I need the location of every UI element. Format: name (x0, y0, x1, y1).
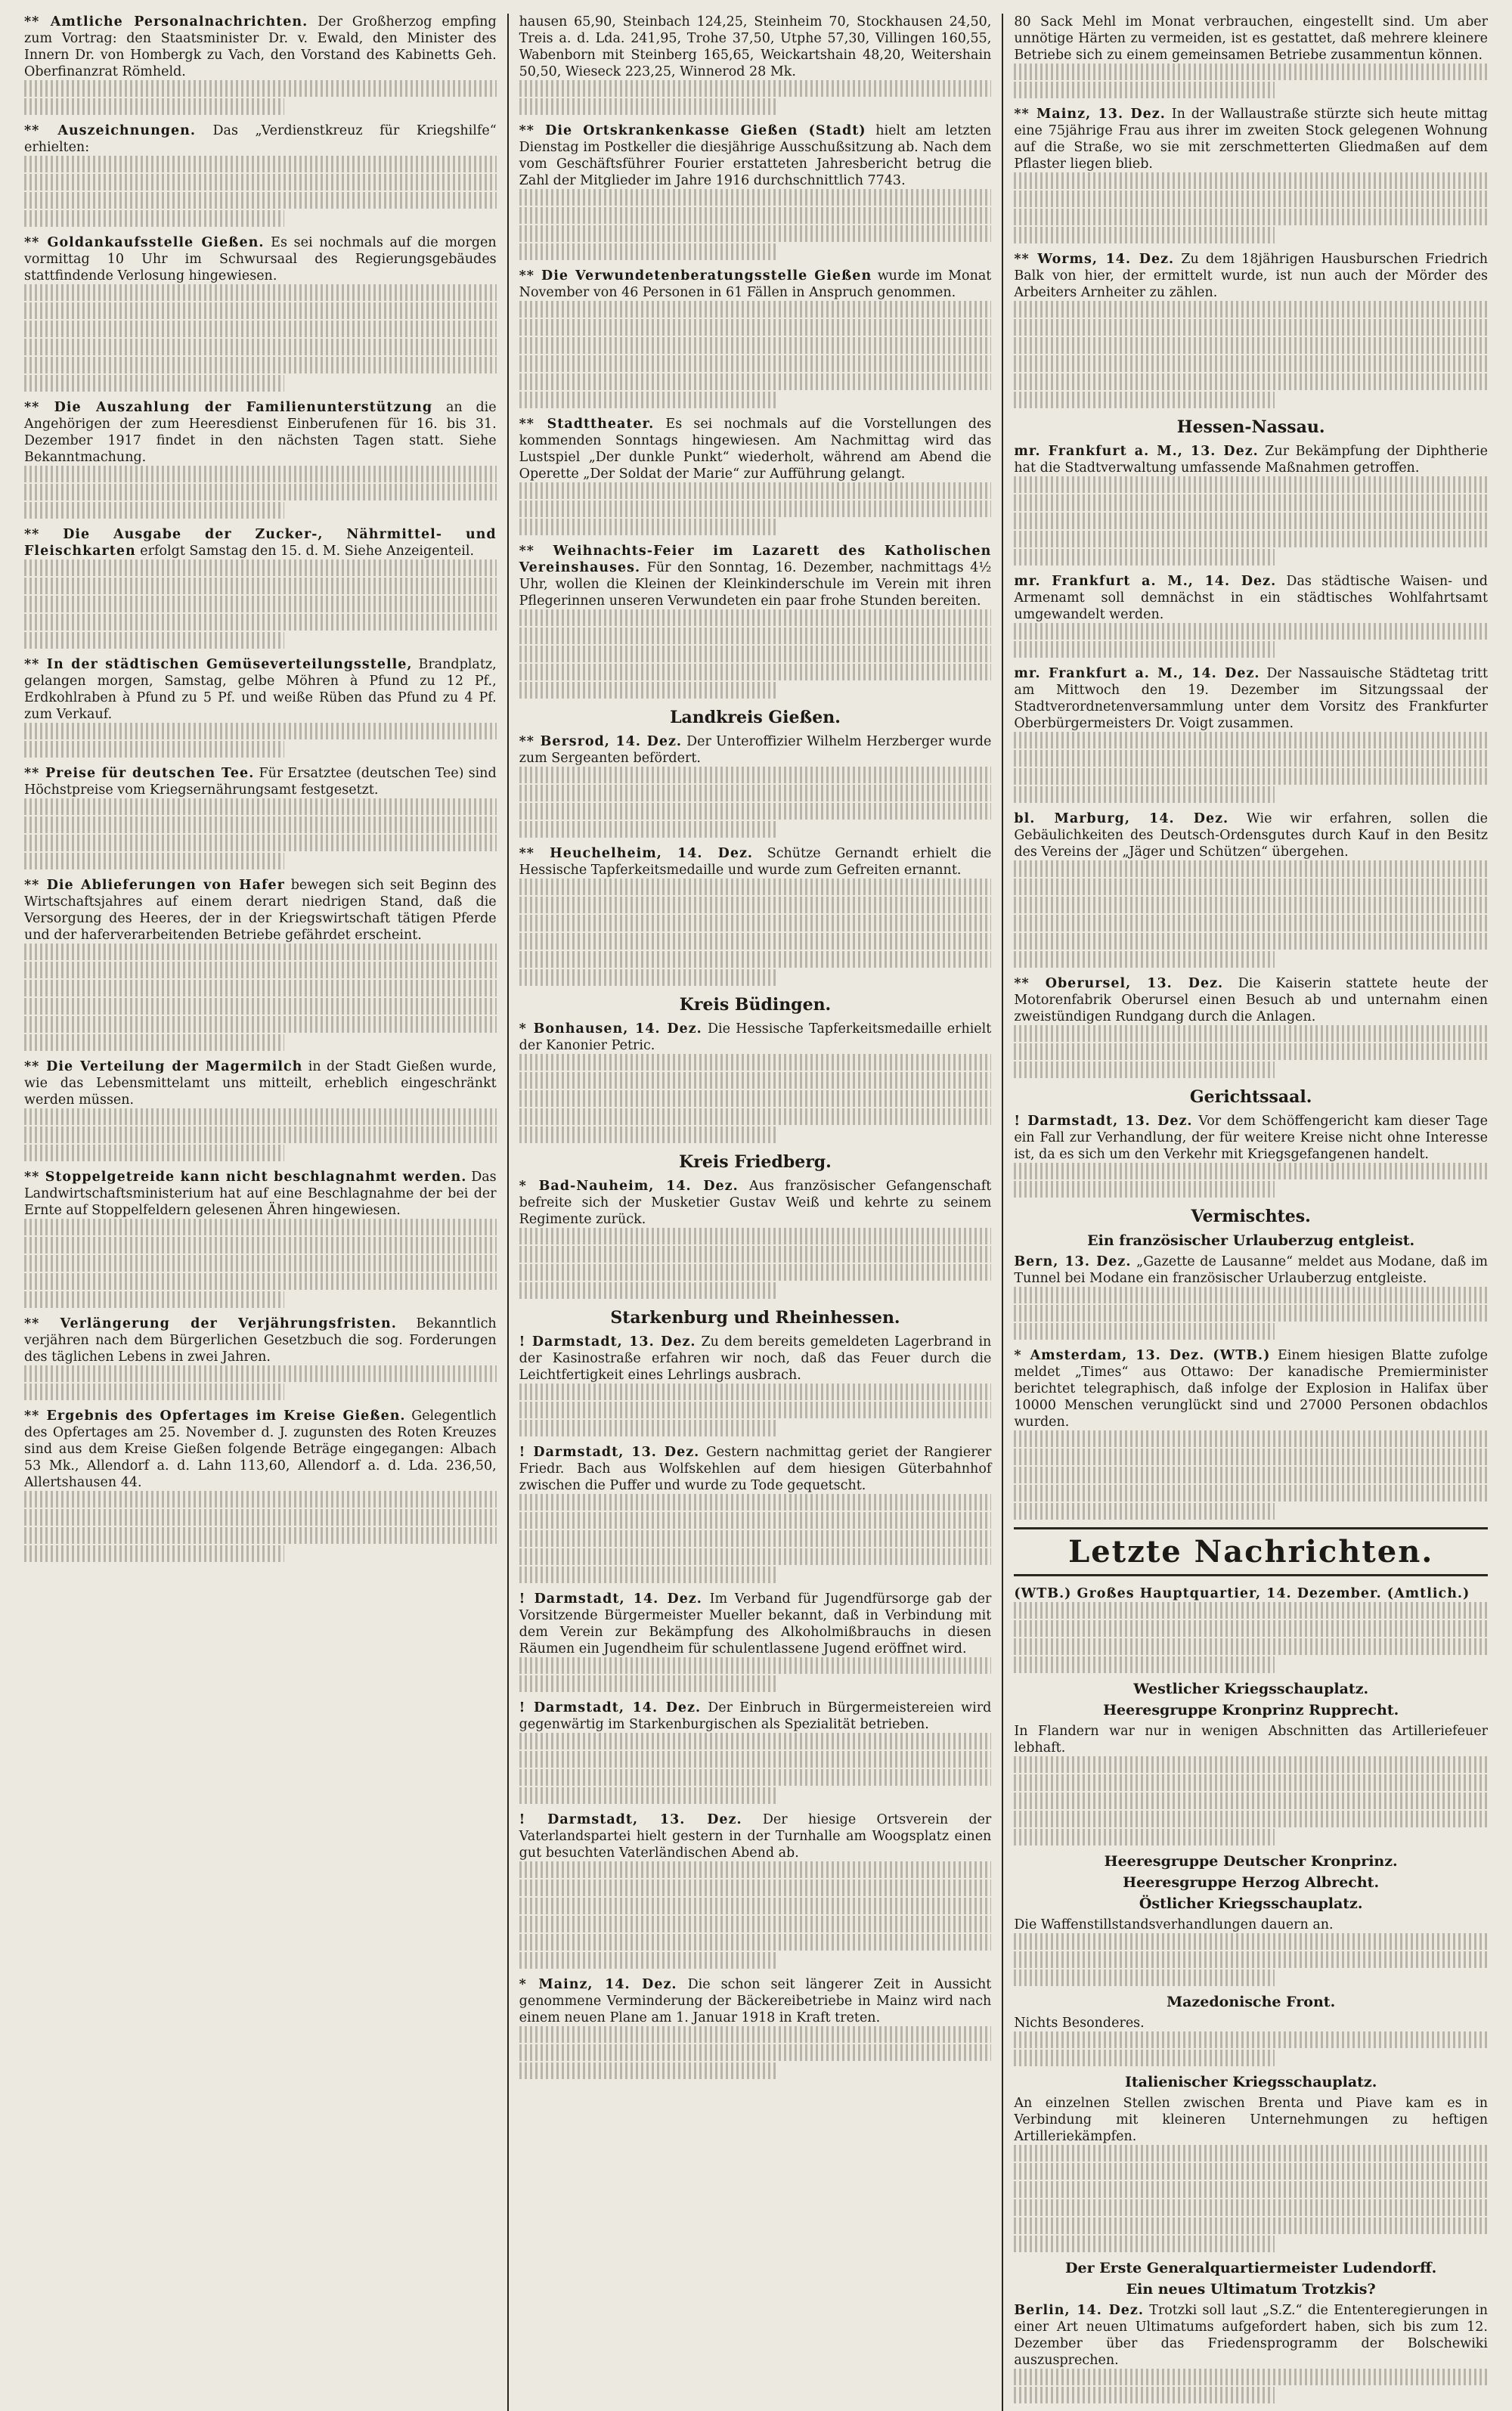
illegible-text-run (1014, 2031, 1488, 2066)
item-body: In der Wallaustraße stürzte sich heute mittag eine 75jährige Frau aus ihrer im zweiten Stock gelegenen Wohnung auf die Straße, wo sie mit zerschmetterten Gliedmaßen auf dem Pflaster liegen blieb. (1014, 107, 1488, 172)
news-item (1014, 975, 1488, 1078)
item-body: Der Großherzog empfing zum Vortrag: den Staatsminister Dr. v. Ewald, den Minister des Innern Dr. von Hombergk zu Vach, den Vorstand des Kabinetts Geh. Oberfinanzrat Römheld. (24, 14, 497, 79)
illegible-text-run (24, 156, 497, 227)
section-heading: Kreis Büdingen. (679, 995, 832, 1015)
item-body: Das „Verdienstkreuz für Kriegshilfe“ erhielten: (24, 123, 497, 155)
item-body: an die Angehörigen der zum Heeresdienst Einberufenen für 16. bis 31. Dezember 1917 findet in den nächsten Tagen statt. Siehe Bekanntmachung. (24, 400, 497, 465)
illegible-text-run (519, 80, 992, 115)
news-item (24, 1058, 497, 1161)
headline: Letzte Nachrichten. (1014, 1527, 1488, 1576)
item-body: Einem hiesigen Blatte zufolge meldet „Times“ aus Ottawo: Der kanadische Premierminister berichtet telegraphisch, daß infolge der Explosion in Halifax über 10000 Menschen verunglückt sind und 27000 Personen obdachlos wurden. (1014, 1348, 1488, 1430)
section-heading: Vermischtes. (1191, 1207, 1311, 1226)
item-lead: ** Die Ortskrankenkasse Gießen (Stadt) (519, 123, 866, 138)
illegible-text-run (24, 798, 497, 869)
illegible-text-run (24, 723, 497, 758)
news-item (24, 399, 497, 519)
subheading: Heeresgruppe Herzog Albrecht. (1123, 1874, 1380, 1891)
item-lead: ! Darmstadt, 13. Dez. (1014, 1114, 1193, 1129)
news-item (24, 1169, 497, 1308)
news-item (1014, 2302, 1488, 2403)
item-lead: Bern, 13. Dez. (1014, 1254, 1132, 1269)
item-body: Brandplatz, gelangen morgen, Samstag, gelbe Möhren à Pfund zu 12 Pf., Erdkohlraben à Pfund zu 5 Pf. und weiße Rüben das Pfund zu 4 Pf. zum Verkauf. (24, 657, 497, 722)
item-body: Zu dem bereits gemeldeten Lagerbrand in der Kasinostraße erfahren wir noch, daß das Feuer durch die Leichtfertigkeit eines Lehrlings ausbrach. (519, 1334, 992, 1383)
item-body: Der Unteroffizier Wilhelm Herzberger wurde zum Sergeanten befördert. (519, 734, 992, 766)
illegible-text-run (1014, 172, 1488, 243)
item-body: 80 Sack Mehl im Monat verbrauchen, eingestellt sind. Um aber unnötige Härten zu vermeiden, ist es gestattet, daß mehrere kleinere Betriebe sich zu einem gemeinsamen Betriebe zusammentun können. (1014, 14, 1488, 63)
news-item (519, 1811, 992, 1969)
news-item (1014, 810, 1488, 968)
subheading: Östlicher Kriegsschauplatz. (1139, 1895, 1363, 1912)
item-body: Für den Sonntag, 16. Dezember, nachmittags 4½ Uhr, wollen die Kleinen der Kleinkinderschule im Verein mit ihren Pflegerinnen unseren Verwundeten ein paar frohe Stunden bereiten. (519, 560, 992, 609)
news-item (24, 14, 497, 115)
news-item (1014, 1917, 1488, 1986)
illegible-text-run (1014, 1602, 1488, 1673)
illegible-text-run (24, 1108, 497, 1161)
news-item (24, 234, 497, 392)
item-lead: mr. Frankfurt a. M., 14. Dez. (1014, 666, 1260, 681)
item-lead: ** Die Verteilung der Magermilch (24, 1059, 303, 1074)
news-item (519, 1976, 992, 2079)
illegible-text-run (1014, 1756, 1488, 1845)
illegible-text-run (519, 1054, 992, 1143)
news-item (519, 268, 992, 408)
item-lead: * Mainz, 14. Dez. (519, 1977, 677, 1992)
item-lead: ** Die Verwundetenberatungsstelle Gießen (519, 268, 872, 284)
item-lead: ** Ergebnis des Opfertages im Kreise Gießen. (24, 1408, 406, 1424)
section-heading: Landkreis Gießen. (670, 708, 841, 727)
item-lead: (WTB.) Großes Hauptquartier, 14. Dezember. (Amtlich.) (1014, 1586, 1470, 1601)
news-item (1014, 2015, 1488, 2066)
item-body: Vor dem Schöffengericht kam dieser Tage ein Fall zur Verhandlung, der für weitere Kreise nicht ohne Interesse ist, da es sich um den Verkehr mit Kriegsgefangenen handelt. (1014, 1114, 1489, 1162)
illegible-text-run (24, 466, 497, 519)
item-body: Aus französischer Gefangenschaft befreite sich der Musketier Gustav Weiß und kehrte zu seinem Regimente zurück. (519, 1179, 992, 1227)
item-lead: Berlin, 14. Dez. (1014, 2303, 1144, 2318)
news-item (519, 1700, 992, 1804)
news-item (24, 765, 497, 869)
item-lead: ** Verlängerung der Verjährungsfristen. (24, 1316, 397, 1331)
illegible-text-run (1014, 1287, 1488, 1340)
news-item (1014, 665, 1488, 803)
news-item (519, 122, 992, 260)
news-item (24, 1408, 497, 1562)
item-body: Wie wir erfahren, sollen die Gebäulichkeiten des Deutsch-Ordensgutes durch Kauf in den Besitz des Vereins der „Jäger und Schützen“ übergehen. (1014, 811, 1488, 860)
item-body: erfolgt Samstag den 15. d. M. Siehe Anzeigenteil. (140, 544, 475, 559)
illegible-text-run (519, 1657, 992, 1692)
illegible-text-run (519, 301, 992, 408)
illegible-text-run (519, 1861, 992, 1969)
illegible-text-run (1014, 2145, 1488, 2252)
news-item (519, 1334, 992, 1436)
item-lead: ! Darmstadt, 14. Dez. (519, 1700, 702, 1715)
item-body: hausen 65,90, Steinbach 124,25, Steinheim 70, Stockhausen 24,50, Treis a. d. Lda. 241,95, Trohe 37,50, Utphe 57,30, Villingen 160,55, Wabenborn mit Steinberg 165,65, Weickartshain 48,20, Weitershain 50,50, Wieseck 223,25, Winnerod 28 Mk. (519, 14, 992, 79)
news-item (1014, 251, 1488, 408)
subheading: Italienischer Kriegsschauplatz. (1124, 2074, 1377, 2090)
item-body: Der Nassauische Städtetag tritt am Mittwoch den 19. Dezember im Sitzungssaal der Stadtverordnetenversammlung unter dem Vorsitz des Frankfurter Oberbürgermeisters Dr. Voigt zusammen. (1014, 666, 1488, 731)
news-item (519, 1178, 992, 1299)
news-item (1014, 1723, 1488, 1845)
item-body: Zu dem 18jährigen Hausburschen Friedrich Balk von hier, der ermittelt wurde, ist nun auch der Mörder des Arbeiters Arnheiter zu zählen. (1014, 252, 1488, 300)
item-body: wurde im Monat November von 46 Personen in 61 Fällen in Anspruch genommen. (519, 268, 992, 300)
news-item (519, 543, 992, 699)
item-lead: * Amsterdam, 13. Dez. (WTB.) (1014, 1348, 1271, 1363)
item-lead: ** Worms, 14. Dez. (1014, 252, 1175, 267)
illegible-text-run (1014, 860, 1488, 968)
subheading: Mazedonische Front. (1167, 1994, 1336, 2010)
news-item (519, 1021, 992, 1143)
illegible-text-run (24, 1219, 497, 1308)
item-body: Es sei nochmals auf die morgen vormittag 10 Uhr im Schwursaal des Regierungsgebäudes stattfindende Verlosung hingewiesen. (24, 235, 497, 284)
item-lead: mr. Frankfurt a. M., 13. Dez. (1014, 444, 1259, 459)
item-lead: * Bad-Nauheim, 14. Dez. (519, 1179, 739, 1194)
illegible-text-run (1014, 623, 1488, 658)
news-item (1014, 106, 1488, 243)
item-body: Der hiesige Ortsverein der Vaterlandspartei hielt gestern in der Turnhalle am Woogsplatz einen gut besuchten Vaterländischen Abend ab. (519, 1812, 992, 1861)
illegible-text-run (519, 189, 992, 260)
subheading: Westlicher Kriegsschauplatz. (1133, 1681, 1369, 1697)
item-lead: ** Amtliche Personalnachrichten. (24, 14, 308, 29)
subheading: Heeresgruppe Deutscher Kronprinz. (1104, 1853, 1398, 1870)
news-item (519, 845, 992, 986)
illegible-text-run (1014, 476, 1488, 566)
item-lead: ** Die Ausgabe der Zucker-, Nährmittel- und Fleischkarten (24, 527, 497, 559)
news-item (1014, 443, 1488, 566)
news-item (1014, 1347, 1488, 1520)
item-body: Nichts Besonderes. (1014, 2016, 1145, 2031)
illegible-text-run (1014, 64, 1488, 98)
illegible-text-run (519, 2026, 992, 2079)
item-lead: ** Weihnachts-Feier im Lazarett des Katholischen Vereinshauses. (519, 544, 992, 575)
item-body: hielt am letzten Dienstag im Postkeller die diesjährige Ausschußsitzung ab. Nach dem vom Geschäftsführer Fourier erstatteten Jahresbericht betrug die Zahl der Mitglieder im Jahre 1916 durchschnittlich 7743. (519, 123, 992, 188)
item-body: Das städtische Waisen- und Armenamt soll demnächst in ein städtisches Wohlfahrtsamt umgewandelt werden. (1014, 574, 1488, 622)
section-heading: Kreis Friedberg. (679, 1152, 832, 1172)
news-item (24, 877, 497, 1051)
item-lead: ** Preise für deutschen Tee. (24, 766, 255, 781)
newspaper-page (14, 14, 1498, 2368)
illegible-text-run (519, 609, 992, 699)
illegible-text-run (24, 1365, 497, 1400)
illegible-text-run (1014, 1025, 1488, 1078)
illegible-text-run (1014, 1163, 1488, 1198)
item-body: Gestern nachmittag geriet der Rangierer Friedr. Bach aus Wolfskehlen auf dem hiesigen Güterbahnhof zwischen die Puffer und wurde zu Tode gequetscht. (519, 1445, 992, 1493)
item-lead: ** Stadttheater. (519, 417, 655, 432)
news-item (1014, 1113, 1488, 1198)
illegible-text-run (519, 1384, 992, 1436)
illegible-text-run (519, 482, 992, 535)
illegible-text-run (1014, 301, 1488, 408)
item-body: Es sei nochmals auf die Vorstellungen des kommenden Sonntags hingewiesen. Am Nachmittag wird das Lustspiel „Der dunkle Punkt“ wiederholt, während am Abend die Operette „Der Soldat der Marie“ zur Aufführung gelangt. (519, 417, 992, 482)
illegible-text-run (24, 80, 497, 115)
item-body: Der Einbruch in Bürgermeistereien wird gegenwärtig im Starkenburgischen als Spezialität betrieben. (519, 1700, 992, 1732)
item-body: Für Ersatztee (deutschen Tee) sind Höchstpreise vom Kriegsernährungsamt festgesetzt. (24, 766, 497, 798)
item-lead: ** Heuchelheim, 14. Dez. (519, 846, 754, 861)
item-lead: ** Die Auszahlung der Familienunterstützung (24, 400, 433, 415)
news-item (519, 1591, 992, 1692)
item-body: In Flandern war nur in wenigen Abschnitten das Artilleriefeuer lebhaft. (1014, 1724, 1488, 1756)
item-lead: ! Darmstadt, 14. Dez. (519, 1591, 702, 1607)
news-item (1014, 1585, 1488, 1673)
news-item (1014, 2095, 1488, 2252)
subheading: Ein französischer Urlauberzug entgleist. (1087, 1232, 1415, 1249)
illegible-text-run (519, 1228, 992, 1299)
news-item (1014, 14, 1488, 98)
news-item (519, 416, 992, 535)
section-heading: Gerichtssaal. (1189, 1087, 1312, 1107)
section-heading: Starkenburg und Rheinhessen. (610, 1308, 900, 1328)
item-body: Das Landwirtschaftsministerium hat auf eine Beschlagnahme der bei der Ernte auf Stoppelfeldern gelesenen Ähren hingewiesen. (24, 1170, 497, 1218)
item-lead: ! Darmstadt, 13. Dez. (519, 1334, 696, 1350)
illegible-text-run (1014, 1933, 1488, 1986)
illegible-text-run (1014, 732, 1488, 803)
subheading: Heeresgruppe Kronprinz Rupprecht. (1103, 1702, 1399, 1718)
subheading: Der Erste Generalquartiermeister Ludendorff. (1065, 2260, 1437, 2276)
item-lead: ! Darmstadt, 13. Dez. (519, 1445, 700, 1460)
item-lead: ** Die Ablieferungen von Hafer (24, 878, 285, 893)
illegible-text-run (24, 559, 497, 649)
illegible-text-run (1014, 1430, 1488, 1520)
item-lead: ** Bersrod, 14. Dez. (519, 734, 682, 749)
item-lead: mr. Frankfurt a. M., 14. Dez. (1014, 574, 1277, 589)
item-body: bewegen sich seit Beginn des Wirtschaftsjahres auf einem derart niedrigen Stand, daß die Versorgung des Heeres, der in der Kriegswirtschaft tätigen Pferde und der haferverarbeitenden Betriebe gefährdet erscheint. (24, 878, 497, 943)
news-item (24, 656, 497, 758)
column-2 (509, 14, 1004, 2411)
illegible-text-run (1014, 2369, 1488, 2403)
item-lead: ** Stoppelgetreide kann nicht beschlagnahmt werden. (24, 1170, 467, 1185)
illegible-text-run (519, 1733, 992, 1804)
news-item (1014, 573, 1488, 658)
item-body: „Gazette de Lausanne“ meldet aus Modane, daß im Tunnel bei Modane ein französischer Urlauberzug entgleiste. (1014, 1254, 1488, 1286)
column-3 (1003, 14, 1498, 2411)
subheading: Ein neues Ultimatum Trotzkis? (1126, 2281, 1376, 2298)
item-lead: * Bonhausen, 14. Dez. (519, 1021, 702, 1037)
news-item (519, 1444, 992, 1583)
illegible-text-run (519, 879, 992, 986)
illegible-text-run (24, 284, 497, 392)
illegible-text-run (519, 767, 992, 838)
item-body: Die Waffenstillstandsverhandlungen dauern an. (1014, 1917, 1334, 1932)
item-lead: ! Darmstadt, 13. Dez. (519, 1812, 742, 1827)
column-1 (14, 14, 509, 2411)
item-body: in der Stadt Gießen wurde, wie das Lebensmittelamt uns mitteilt, erheblich eingeschränkt werden müssen. (24, 1059, 497, 1108)
item-lead: ** In der städtischen Gemüseverteilungsstelle, (24, 657, 413, 672)
item-body: Bekanntlich verjähren nach dem Bürgerlichen Gesetzbuch die sog. Forderungen des täglichen Lebens in zwei Jahren. (24, 1316, 497, 1365)
news-item (24, 122, 497, 227)
item-body: Schütze Gernandt erhielt die Hessische Tapferkeitsmedaille und wurde zum Gefreiten ernannt. (519, 846, 992, 878)
item-lead: bl. Marburg, 14. Dez. (1014, 811, 1229, 826)
item-lead: ** Oberursel, 13. Dez. (1014, 976, 1224, 991)
item-body: Trotzki soll laut „S.Z.“ die Ententeregierungen in einer Art neuen Ultimatums aufgefordert haben, sich bis zum 12. Dezember über das Friedensprogramm der Bolschewiki auszusprechen. (1014, 2303, 1488, 2368)
illegible-text-run (24, 1491, 497, 1562)
section-heading: Hessen-Nassau. (1176, 417, 1325, 437)
item-body: Zur Bekämpfung der Diphtherie hat die Stadtverwaltung umfassende Maßnahmen getroffen. (1014, 444, 1488, 476)
item-lead: ** Goldankaufsstelle Gießen. (24, 235, 265, 250)
item-body: Die Kaiserin stattete heute der Motorenfabrik Oberursel einen Besuch ab und unternahm einen zweistündigen Rundgang durch die Anlagen. (1014, 976, 1488, 1024)
item-body: Die schon seit längerer Zeit in Aussicht genommene Verminderung der Bäckereibetriebe in Mainz wird nach einem neuen Plane am 1. Januar 1918 in Kraft treten. (519, 1977, 992, 2025)
item-lead: ** Auszeichnungen. (24, 123, 196, 138)
news-item (519, 733, 992, 838)
news-item (24, 1316, 497, 1400)
item-body: An einzelnen Stellen zwischen Brenta und Piave kam es in Verbindung mit kleineren Unternehmungen zu heftigen Artilleriekämpfen. (1014, 2096, 1488, 2144)
news-item (24, 526, 497, 649)
item-body: Gelegentlich des Opfertages am 25. November d. J. zugunsten des Roten Kreuzes sind aus dem Kreise Gießen folgende Beträge eingegangen: Albach 53 Mk., Allendorf a. d. Lahn 113,60, Allendorf a. d. Lda. 236,50, Allertshausen 44. (24, 1408, 497, 1490)
illegible-text-run (24, 944, 497, 1051)
item-lead: ** Mainz, 13. Dez. (1014, 107, 1166, 122)
item-body: Im Verband für Jugendfürsorge gab der Vorsitzende Bürgermeister Mueller bekannt, daß in Verbindung mit dem Verein zur Bekämpfung des Alkoholmißbrauchs in diesen Räumen ein Jugendheim für schulentlassene Jugend eröffnet wird. (519, 1591, 992, 1656)
news-item (519, 14, 992, 115)
illegible-text-run (519, 1494, 992, 1583)
item-body: Die Hessische Tapferkeitsmedaille erhielt der Kanonier Petric. (519, 1021, 992, 1053)
news-item (1014, 1254, 1488, 1340)
